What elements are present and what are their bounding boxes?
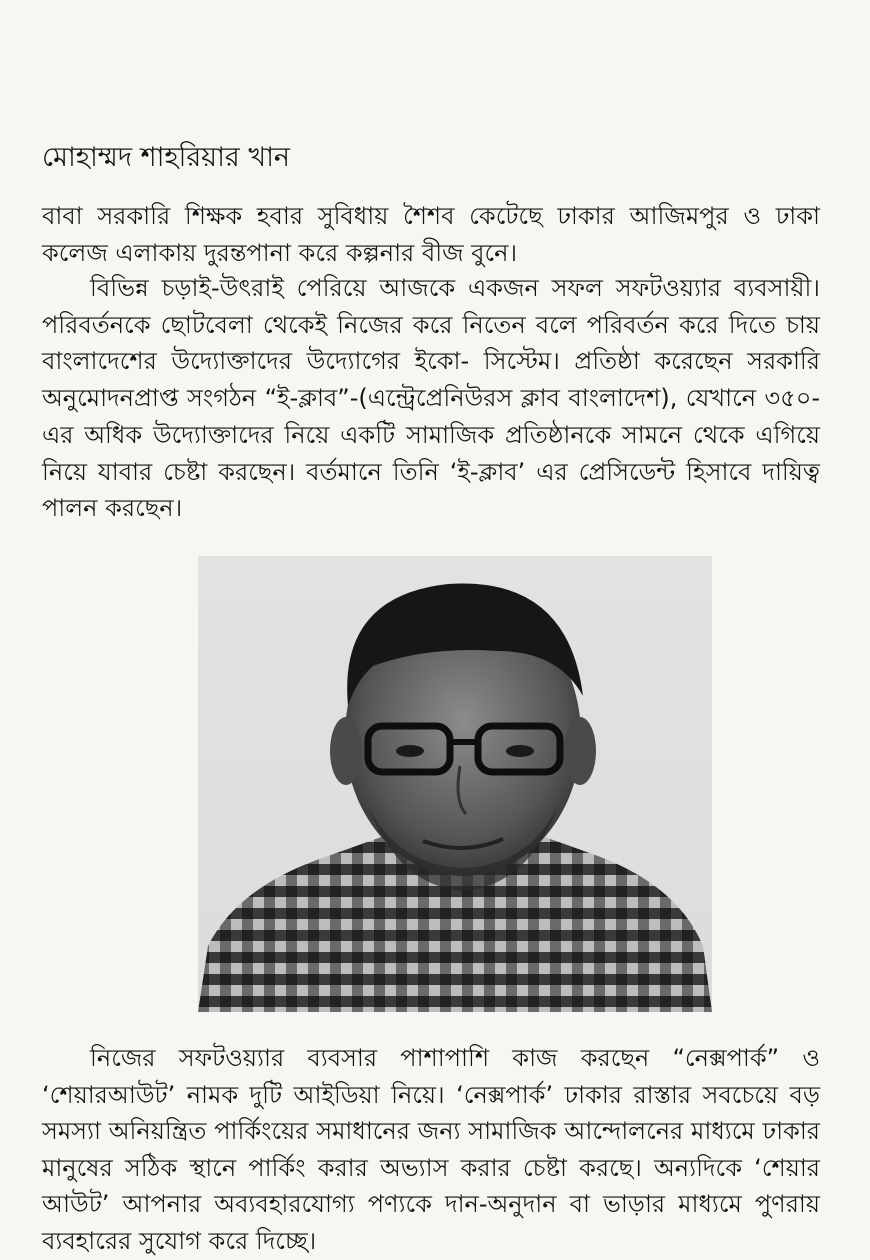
paragraph-ideas: নিজের সফটওয়্যার ব্যবসার পাশাপাশি কাজ করছেন “নেক্সপার্ক” ও ‘শেয়ারআউট’ নামক দুটি আইডিয়া নিয়ে। ‘নেক্সপার্ক’ ঢাকার রাস্তার সবচেয়ে বড় সমস্যা অনিয়ন্ত্রিত পার্কিংয়ের সমাধানের জন্য সামাজিক আন্দোলনের মাধ্যমে ঢাকার মানুষের সঠিক স্থানে পার্কিং করার অভ্যাস করার চেষ্টা করছে। অন্যদিকে ‘শেয়ার আউট’ আপনার অব্যবহারযোগ্য পণ্যকে দান-অনুদান বা ভাড়ার মাধ্যমে পুণরায় ব্যবহারের সুযোগ করে দিচ্ছে। <box>42 1044 820 1255</box>
person-name-heading: মোহাম্মদ শাহরিয়ার খান <box>42 142 291 173</box>
paragraph-childhood: বাবা সরকারি শিক্ষক হবার সুবিধায় শৈশব কেটেছে ঢাকার আজিমপুর ও ঢাকা কলেজ এলাকায় দুরন্তপানা করে কল্পনার বীজ বুনে। <box>42 202 820 267</box>
portrait-photo <box>198 556 712 1012</box>
paragraph-career: বিভিন্ন চড়াই-উৎরাই পেরিয়ে আজকে একজন সফল সফটওয়্যার ব্যবসায়ী। পরিবর্তনকে ছোটবেলা থেকেই নিজের করে নিতেন বলে পরিবর্তন করে দিতে চায় বাংলাদেশের উদ্যোক্তাদের উদ্যোগের ইকো- সিস্টেম। প্রতিষ্ঠা করেছেন সরকারি অনুমোদনপ্রাপ্ত সংগঠন “ই-ক্লাব”-(এন্ট্রেপ্রেনিউরস ক্লাব বাংলাদেশ), যেখানে ৩৫০-এর অধিক উদ্যোক্তাদের নিয়ে একটি সামাজিক প্রতিষ্ঠানকে সামনে থেকে এগিয়ে নিয়ে যাবার চেষ্টা করছেন। বর্তমানে তিনি ‘ই-ক্লাব’ এর প্রেসিডেন্ট হিসাবে দায়িত্ব পালন করছেন। <box>42 274 820 523</box>
